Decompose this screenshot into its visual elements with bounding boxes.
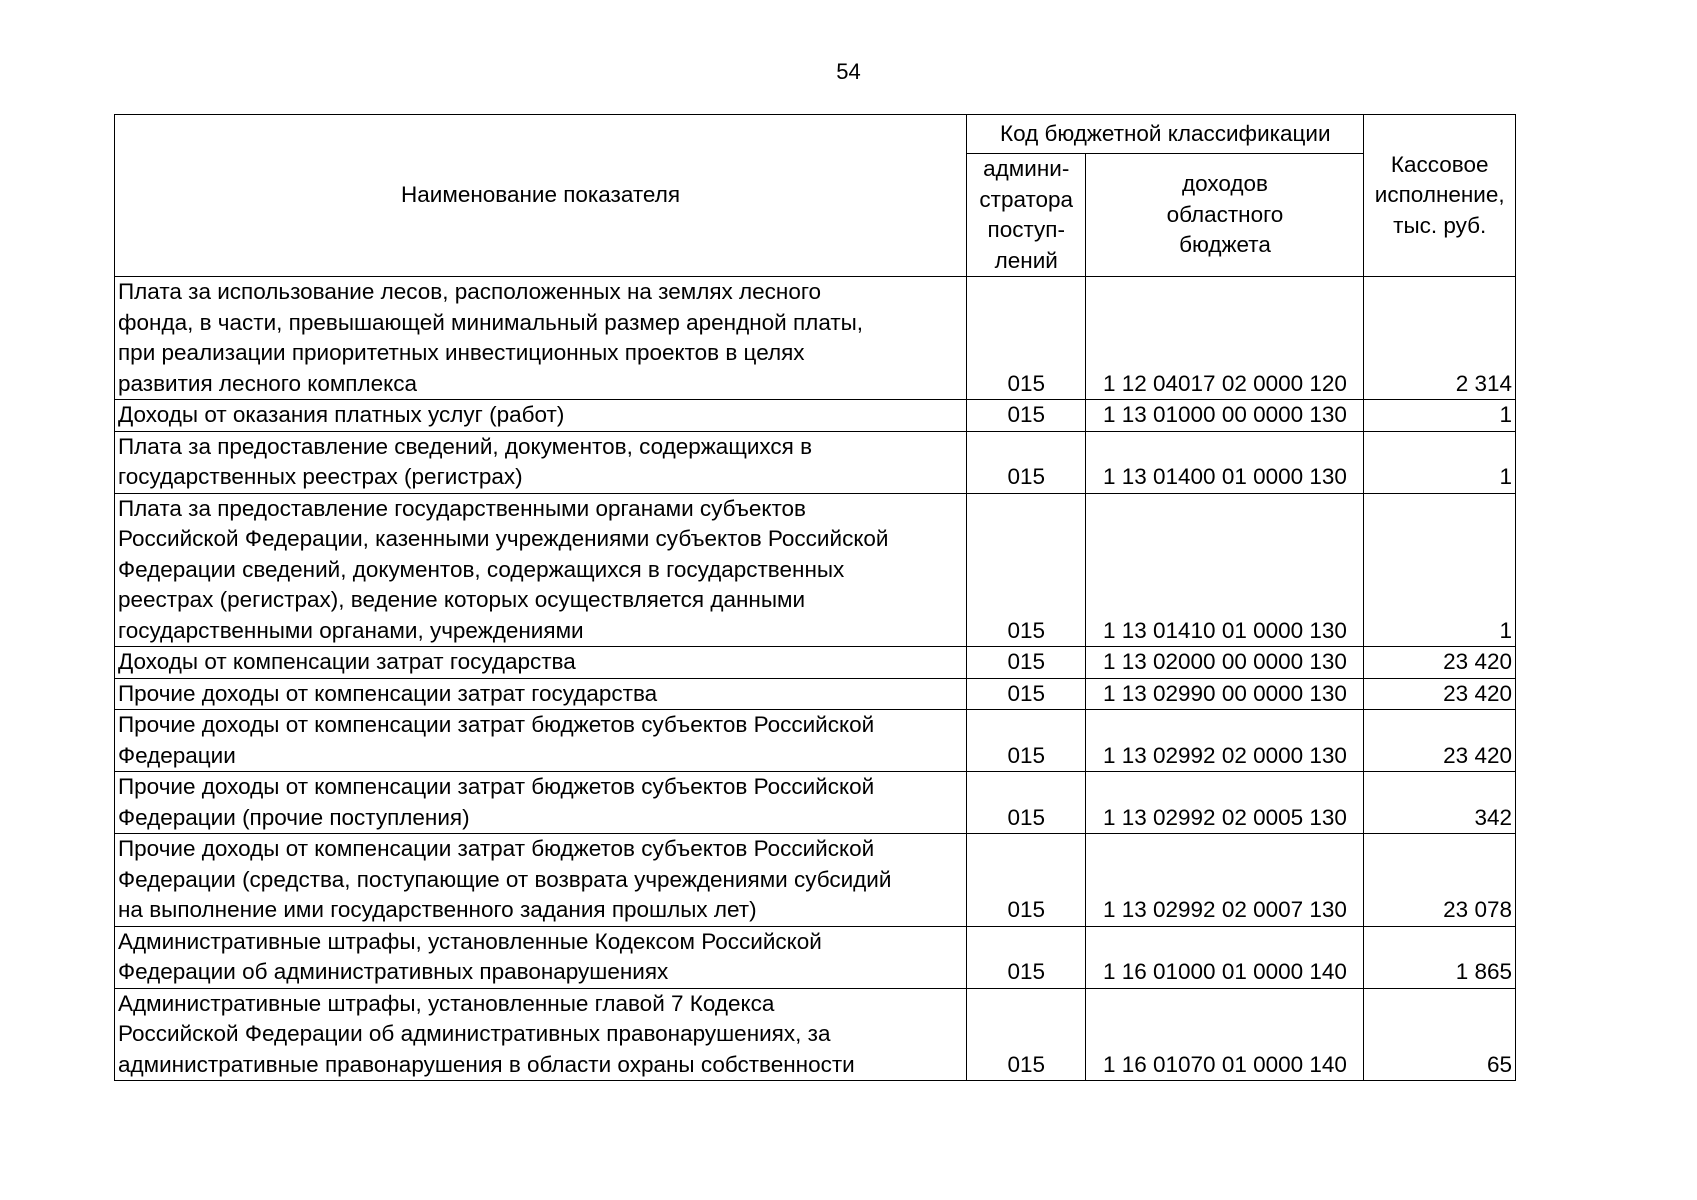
indicator-name-line: Федерации (средства, поступающие от возврата учреждениями субсидий xyxy=(118,866,892,892)
header-income-line: доходов xyxy=(1181,171,1268,197)
header-indicator-name: Наименование показателя xyxy=(115,115,967,277)
cash-execution-cell: 23 078 xyxy=(1364,834,1516,927)
indicator-name-cell xyxy=(115,277,967,400)
cash-execution-cell: 342 xyxy=(1364,772,1516,834)
income-code-cell: 1 13 01000 00 0000 130 xyxy=(1086,400,1364,432)
header-admin-line: поступ- xyxy=(987,217,1065,242)
cash-execution-cell: 1 865 xyxy=(1364,926,1516,988)
indicator-name-line: Прочие доходы от компенсации затрат государства xyxy=(118,680,658,706)
indicator-name-line: развития лесного комплекса xyxy=(118,370,417,396)
indicator-name-cell xyxy=(115,493,967,647)
header-admin-line: лений xyxy=(994,247,1058,273)
income-code-cell: 1 13 02992 02 0005 130 xyxy=(1086,772,1364,834)
indicator-name-line: государственных реестрах (регистрах) xyxy=(118,464,523,489)
indicator-name-line: государственными органами, учреждениями xyxy=(118,617,584,643)
income-code-cell: 1 16 01000 01 0000 140 xyxy=(1086,926,1364,988)
income-code-cell: 1 13 02992 02 0007 130 xyxy=(1086,834,1364,927)
income-code-cell: 1 13 02992 02 0000 130 xyxy=(1086,710,1364,772)
indicator-name-cell xyxy=(115,678,967,710)
cash-execution-cell: 23 420 xyxy=(1364,647,1516,679)
indicator-name-cell xyxy=(115,710,967,772)
income-code-cell: 1 13 02990 00 0000 130 xyxy=(1086,678,1364,710)
indicator-name-line: Федерации об административных правонарушениях xyxy=(118,959,669,984)
indicator-name-line: при реализации приоритетных инвестиционных проектов в целях xyxy=(118,340,805,365)
indicator-name-line: Доходы от оказания платных услуг (работ) xyxy=(118,402,565,427)
table-header xyxy=(115,115,1516,277)
indicator-name-line: административные правонарушения в области охраны собственности xyxy=(118,1051,855,1077)
indicator-name-line: реестрах (регистрах), ведение которых осуществляется данными xyxy=(118,587,806,612)
cash-execution-cell: 2 314 xyxy=(1364,277,1516,400)
header-regional-budget-income xyxy=(1086,154,1364,277)
header-admin-line: админи- xyxy=(983,156,1070,181)
table-row xyxy=(115,647,1516,679)
indicator-name-line: Российской Федерации об административных правонарушениях, за xyxy=(118,1021,831,1046)
cash-execution-cell: 65 xyxy=(1364,988,1516,1081)
indicator-name-line: Российской Федерации, казенными учреждениями субъектов Российской xyxy=(118,526,889,551)
cash-execution-cell: 23 420 xyxy=(1364,710,1516,772)
indicator-name-line: Федерации (прочие поступления) xyxy=(118,804,470,830)
administrator-code-cell: 015 xyxy=(967,710,1086,772)
indicator-name-line: Плата за предоставление государственными органами субъектов xyxy=(118,495,807,521)
header-cash-execution xyxy=(1364,115,1516,277)
indicator-name-cell xyxy=(115,988,967,1081)
administrator-code-cell: 015 xyxy=(967,772,1086,834)
table-row xyxy=(115,431,1516,493)
income-code-cell: 1 12 04017 02 0000 120 xyxy=(1086,277,1364,400)
table-row xyxy=(115,926,1516,988)
income-code-cell: 1 16 01070 01 0000 140 xyxy=(1086,988,1364,1081)
indicator-name-line: Плата за предоставление сведений, документов, содержащихся в xyxy=(118,433,813,459)
indicator-name-line: Плата за использование лесов, расположенных на землях лесного xyxy=(118,279,822,304)
header-exec-line: Кассовое xyxy=(1390,151,1489,177)
indicator-name-line: Прочие доходы от компенсации затрат бюджетов субъектов Российской xyxy=(118,836,875,861)
administrator-code-cell: 015 xyxy=(967,431,1086,493)
indicator-name-cell xyxy=(115,834,967,927)
budget-table xyxy=(114,114,1516,1081)
indicator-name-line: фонда, в части, превышающей минимальный размер арендной платы, xyxy=(118,309,864,335)
administrator-code-cell: 015 xyxy=(967,400,1086,432)
indicator-name-line: Административные штрафы, установленные главой 7 Кодекса xyxy=(118,990,775,1016)
header-admin-line: стратора xyxy=(979,186,1074,212)
indicator-name-cell xyxy=(115,772,967,834)
cash-execution-cell: 1 xyxy=(1364,400,1516,432)
indicator-name-cell xyxy=(115,400,967,432)
indicator-name-cell xyxy=(115,926,967,988)
header-income-line: областного xyxy=(1166,201,1284,227)
header-revenue-administrator xyxy=(967,154,1086,277)
indicator-name-line: Административные штрафы, установленные Кодексом Российской xyxy=(118,928,822,954)
table-body xyxy=(115,277,1516,1081)
header-income-line: бюджета xyxy=(1179,232,1271,258)
header-exec-line: исполнение, xyxy=(1374,182,1505,208)
indicator-name-line: Федерации сведений, документов, содержащихся в государственных xyxy=(118,556,845,582)
indicator-name-line: Прочие доходы от компенсации затрат бюджетов субъектов Российской xyxy=(118,774,875,799)
income-code-cell: 1 13 01400 01 0000 130 xyxy=(1086,431,1364,493)
table-row xyxy=(115,493,1516,647)
administrator-code-cell: 015 xyxy=(967,277,1086,400)
page-number: 54 xyxy=(836,59,861,84)
administrator-code-cell: 015 xyxy=(967,647,1086,679)
indicator-name-line: на выполнение ими государственного задания прошлых лет) xyxy=(118,897,757,922)
cash-execution-cell: 23 420 xyxy=(1364,678,1516,710)
table-row xyxy=(115,277,1516,400)
table-row xyxy=(115,678,1516,710)
cash-execution-cell: 1 xyxy=(1364,493,1516,647)
indicator-name-line: Прочие доходы от компенсации затрат бюджетов субъектов Российской xyxy=(118,712,875,737)
income-code-cell: 1 13 01410 01 0000 130 xyxy=(1086,493,1364,647)
administrator-code-cell: 015 xyxy=(967,926,1086,988)
table-row xyxy=(115,710,1516,772)
administrator-code-cell: 015 xyxy=(967,493,1086,647)
indicator-name-cell xyxy=(115,431,967,493)
administrator-code-cell: 015 xyxy=(967,678,1086,710)
income-code-cell: 1 13 02000 00 0000 130 xyxy=(1086,647,1364,679)
cash-execution-cell: 1 xyxy=(1364,431,1516,493)
header-row-top xyxy=(115,115,1516,154)
header-exec-line: тыс. руб. xyxy=(1393,212,1487,238)
administrator-code-cell: 015 xyxy=(967,988,1086,1081)
administrator-code-cell: 015 xyxy=(967,834,1086,927)
header-budget-code-group: Код бюджетной классификации xyxy=(967,115,1364,154)
table-row xyxy=(115,400,1516,432)
indicator-name-line: Доходы от компенсации затрат государства xyxy=(118,649,576,674)
indicator-name-cell xyxy=(115,647,967,679)
table-row xyxy=(115,772,1516,834)
table-row xyxy=(115,834,1516,927)
table-row xyxy=(115,988,1516,1081)
indicator-name-line: Федерации xyxy=(118,742,236,768)
